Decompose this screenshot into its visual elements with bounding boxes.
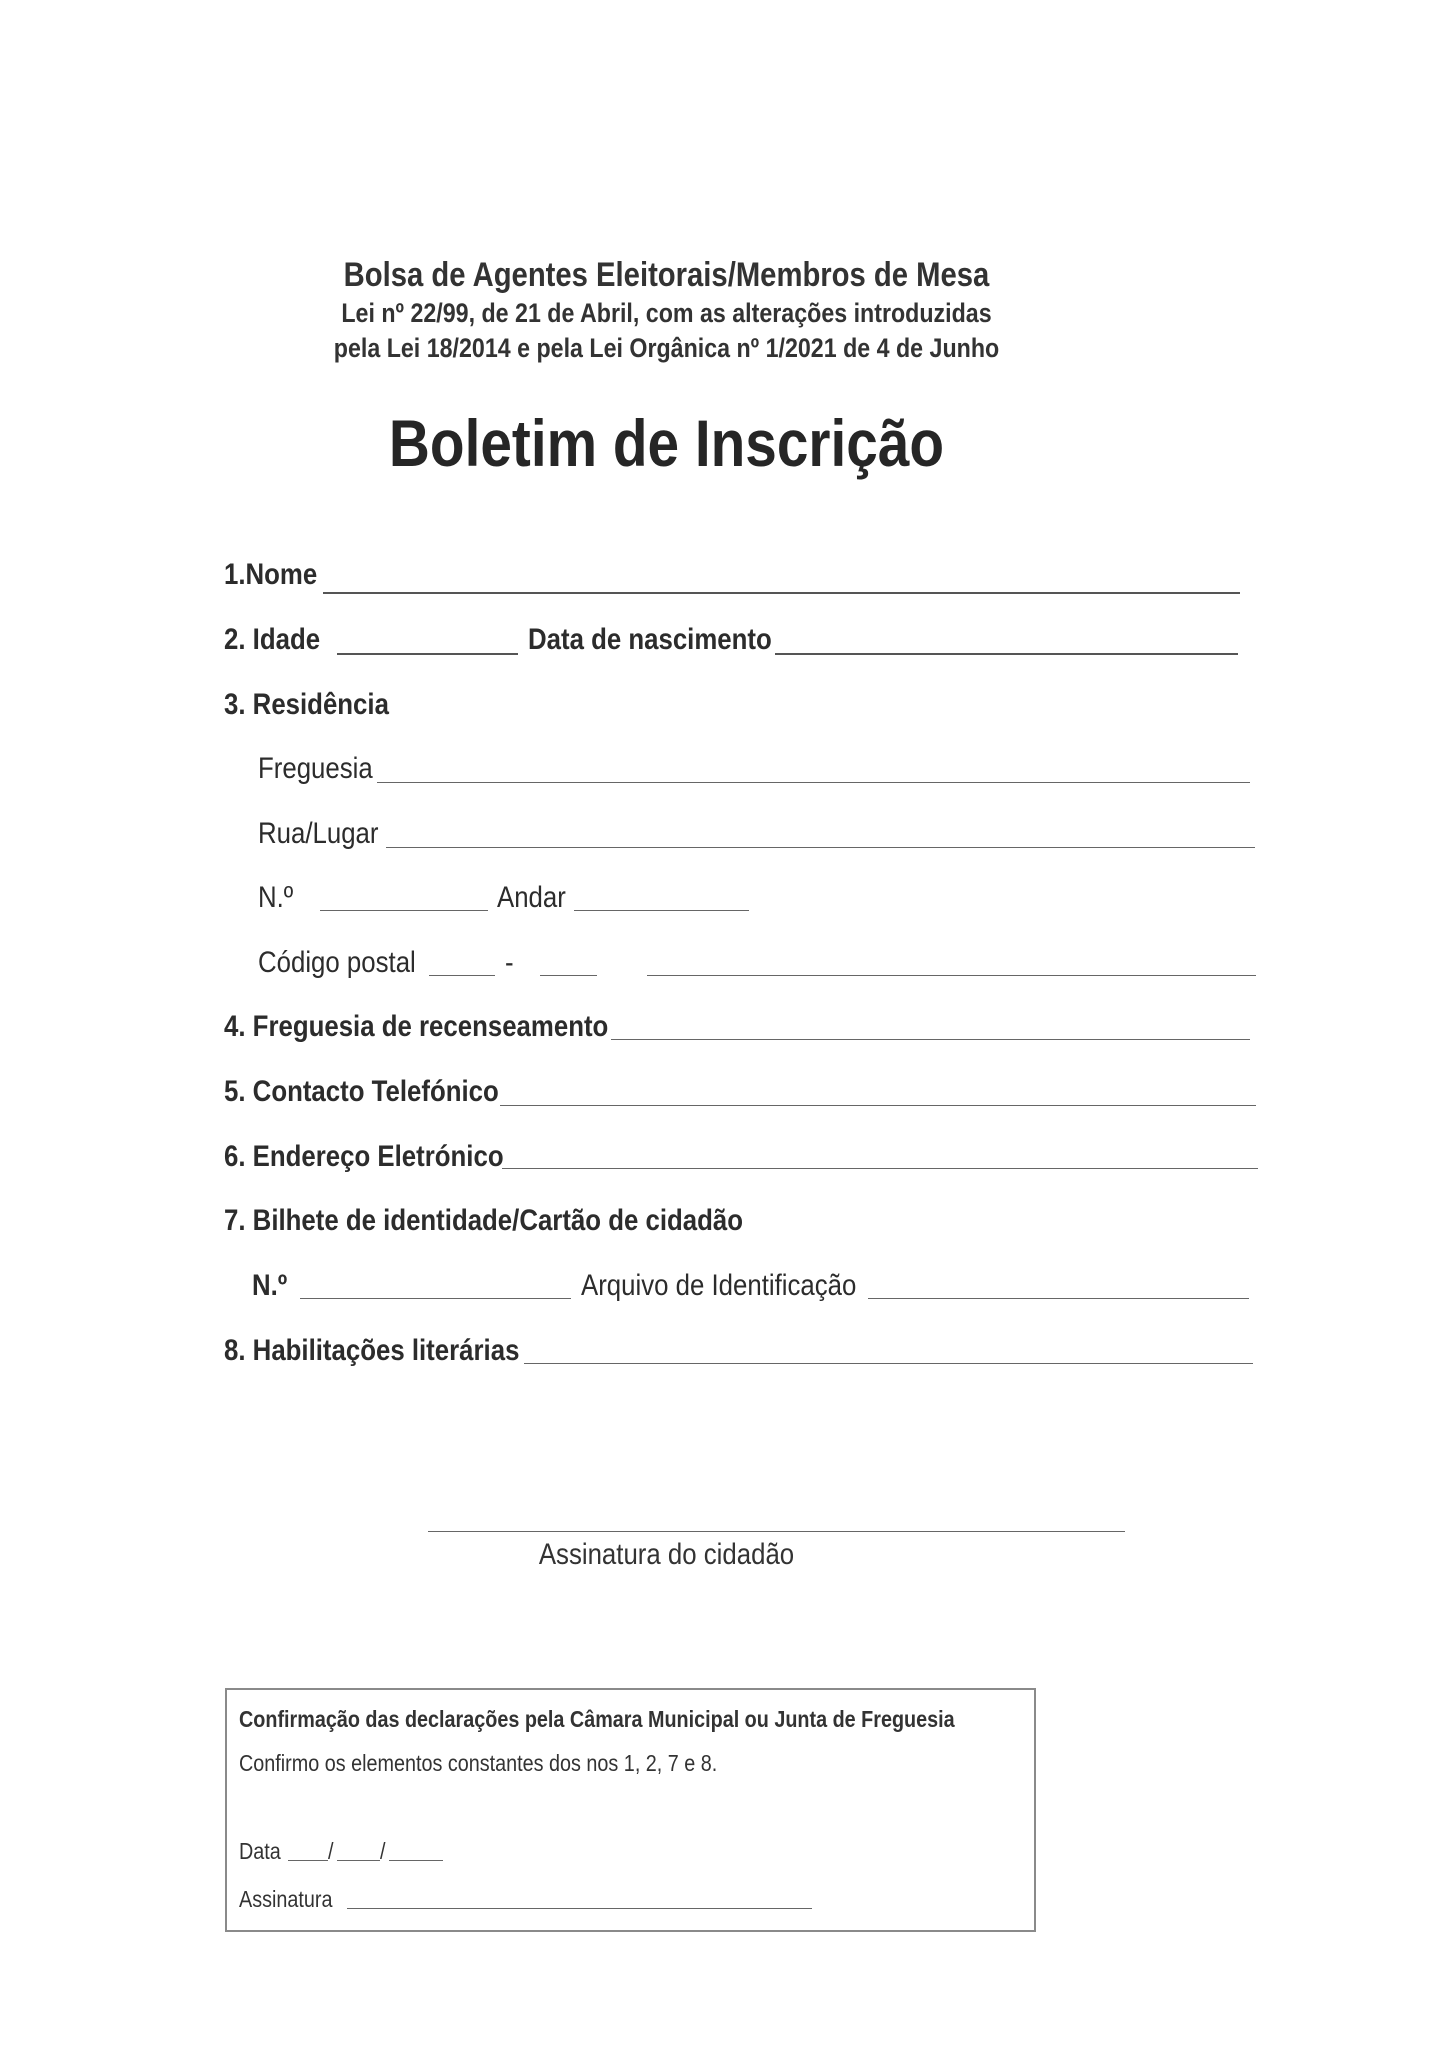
- arquivo-field[interactable]: [868, 1298, 1249, 1299]
- endereco-field[interactable]: [502, 1168, 1258, 1169]
- bilhete-label: 7. Bilhete de identidade/Cartão de cidadão: [224, 1204, 743, 1237]
- habilitacoes-field[interactable]: [524, 1363, 1253, 1364]
- signature-line[interactable]: [428, 1531, 1125, 1532]
- idade-field[interactable]: [337, 653, 518, 655]
- header-line-2: Lei nº 22/99, de 21 de Abril, com as alterações introduzidas: [341, 298, 992, 328]
- header-line-3: pela Lei 18/2014 e pela Lei Orgânica nº 1/2021 de 4 de Junho: [333, 333, 1000, 363]
- localidade-field[interactable]: [647, 975, 1256, 976]
- confirmation-box: [225, 1688, 1036, 1932]
- nome-field[interactable]: [323, 592, 1240, 594]
- date-month-field[interactable]: [337, 1860, 380, 1861]
- date-separator-2: /: [380, 1838, 386, 1864]
- numero-field[interactable]: [320, 910, 488, 911]
- data-nascimento-field[interactable]: [775, 653, 1238, 655]
- date-day-field[interactable]: [288, 1860, 328, 1861]
- bi-numero-label: N.º: [252, 1269, 288, 1302]
- rua-lugar-field[interactable]: [386, 847, 1255, 848]
- date-year-field[interactable]: [389, 1860, 443, 1861]
- andar-label: Andar: [497, 881, 566, 914]
- header-line-1: Bolsa de Agentes Eleitorais/Membros de Mesa: [343, 256, 990, 294]
- codigo-postal-separator: -: [505, 946, 514, 979]
- freguesia-recenseamento-label: 4. Freguesia de recenseamento: [224, 1010, 609, 1043]
- arquivo-label: Arquivo de Identificação: [581, 1269, 857, 1302]
- data-nascimento-label: Data de nascimento: [528, 623, 772, 656]
- signature-label: Assinatura do cidadão: [538, 1538, 795, 1571]
- codigo-postal-label: Código postal: [258, 946, 416, 979]
- endereco-label: 6. Endereço Eletrónico: [224, 1140, 504, 1173]
- page-title: Boletim de Inscrição: [388, 406, 945, 480]
- contacto-field[interactable]: [500, 1105, 1256, 1106]
- nome-label: 1.Nome: [224, 558, 318, 591]
- confirmation-signature-label: Assinatura: [239, 1886, 333, 1912]
- confirmation-date-label: Data: [239, 1838, 281, 1864]
- confirmation-signature-field[interactable]: [347, 1908, 812, 1909]
- idade-label: 2. Idade: [224, 623, 321, 656]
- residencia-label: 3. Residência: [224, 688, 389, 721]
- numero-label: N.º: [258, 881, 294, 914]
- contacto-label: 5. Contacto Telefónico: [224, 1075, 499, 1108]
- confirmation-text: Confirmo os elementos constantes dos nos 1, 2, 7 e 8.: [239, 1750, 718, 1776]
- freguesia-field[interactable]: [377, 782, 1250, 783]
- habilitacoes-label: 8. Habilitações literárias: [224, 1334, 520, 1367]
- andar-field[interactable]: [574, 910, 749, 911]
- freguesia-label: Freguesia: [258, 752, 373, 785]
- bi-numero-field[interactable]: [300, 1298, 571, 1299]
- rua-lugar-label: Rua/Lugar: [258, 817, 379, 850]
- confirmation-title: Confirmação das declarações pela Câmara Municipal ou Junta de Freguesia: [239, 1706, 955, 1732]
- codigo-postal-field-1[interactable]: [429, 975, 495, 976]
- date-separator-1: /: [328, 1838, 334, 1864]
- freguesia-recenseamento-field[interactable]: [611, 1039, 1250, 1040]
- codigo-postal-field-2[interactable]: [540, 975, 597, 976]
